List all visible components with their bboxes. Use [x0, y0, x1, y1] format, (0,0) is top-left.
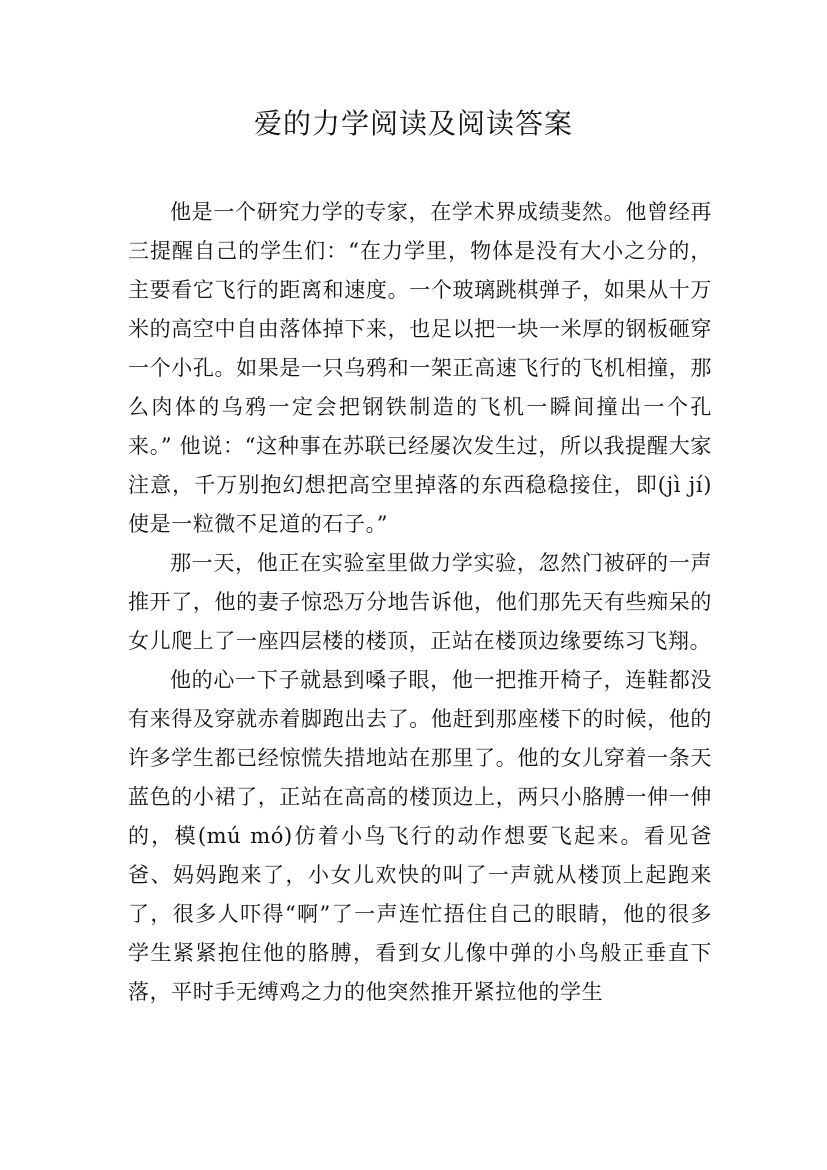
document-title: 爱的力学阅读及阅读答案	[253, 107, 573, 140]
paragraph-1: 他是一个研究力学的专家，在学术界成绩斐然。他曾经再三提醒自己的学生们：“在力学里，物体是没有大小之分的，主要看它飞行的距离和速度。一个玻璃跳棋弹子，如果从十万米的高空中自由落体掉下来，也足以把一块一米厚的钢板砸穿一个小孔。如果是一只乌鸦和一架正高速飞行的飞机相撞，那么肉体的乌鸦一定会把钢铁制造的飞机一瞬间撞出一个孔来。” 他说：“这种事在苏联已经屡次发生过，所以我提醒大家注意，千万别抱幻想把高空里掉落的东西稳稳接住，即(jì jí)使是一粒微不足道的石子。”	[128, 200, 712, 536]
paragraph-3: 他的心一下子就悬到嗓子眼，他一把推开椅子，连鞋都没有来得及穿就赤着脚跑出去了。他赶到那座楼下的时候，他的许多学生都已经惊慌失措地站在那里了。他的女儿穿着一条天蓝色的小裙了，正站在高高的楼顶边上，两只小胳膊一伸一伸的，模(mú mó)仿着小鸟飞行的动作想要飞起来。看见爸爸、妈妈跑来了，小女儿欢快的叫了一声就从楼顶上起跑来了，很多人吓得“啊”了一声连忙捂住自己的眼睛，他的很多学生紧紧抱住他的胳膊，看到女儿像中弹的小鸟般正垂直下落，平时手无缚鸡之力的他突然推开紧拉他的学生	[128, 668, 712, 1004]
paragraph-2: 那一天，他正在实验室里做力学实验，忽然门被砰的一声推开了，他的妻子惊恐万分地告诉他，他们那先天有些痴呆的女儿爬上了一座四层楼的楼顶，正站在楼顶边缘要练习飞翔。	[128, 551, 712, 653]
document-body	[128, 193, 712, 1012]
